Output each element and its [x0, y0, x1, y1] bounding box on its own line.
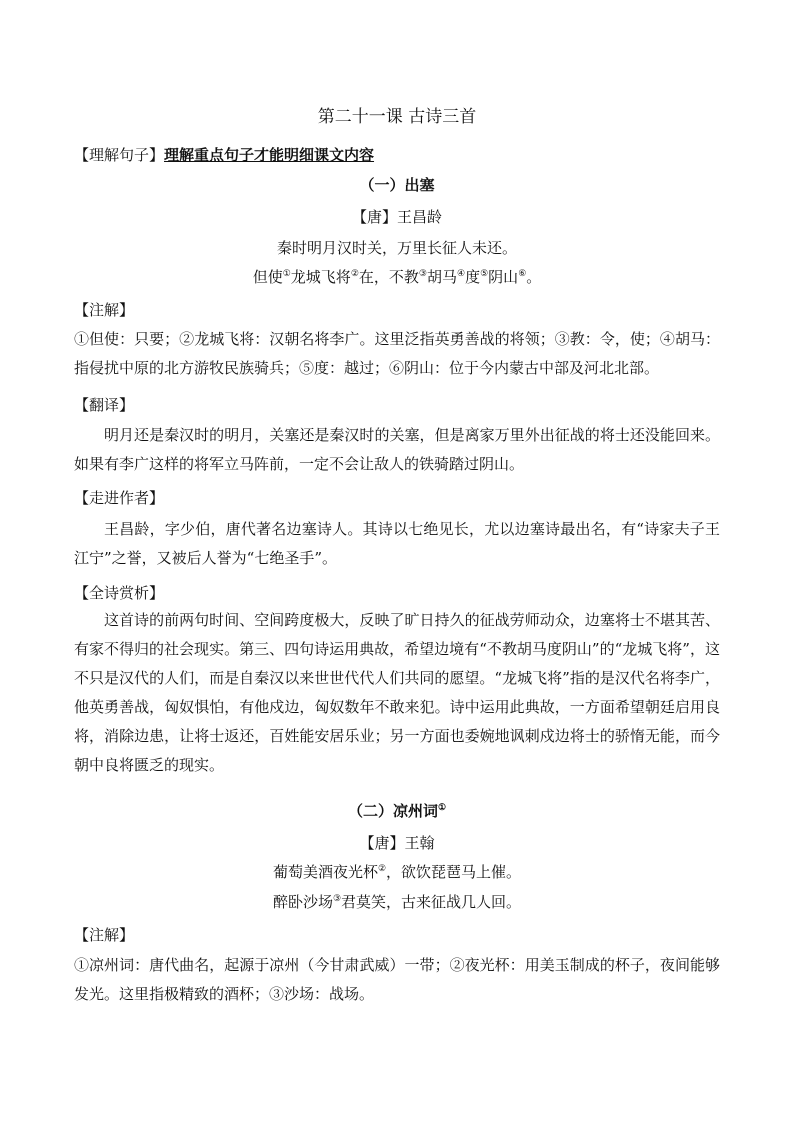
- poem2-notes-heading: 【注解】: [74, 926, 135, 944]
- poem2-notes: ①凉州词：唐代曲名，起源于凉州（今甘肃武威）一带；②夜光杯：用美玉制成的杯子，夜间能够发光。这里指极精致的酒杯；③沙场：战场。: [74, 956, 720, 1003]
- footnote-mark: ①: [282, 269, 291, 279]
- poem1-line1: 秦时明月汉时关，万里长征人未还。: [276, 239, 517, 257]
- footnote-mark: ②: [350, 269, 359, 279]
- footnote-mark: ⑥: [518, 269, 527, 279]
- footnote-mark: ⑤: [480, 269, 489, 279]
- poem1-notes-heading: 【注解】: [74, 301, 135, 319]
- poem1-line2-text: 龙城飞将: [290, 268, 351, 286]
- poem2-author: 【唐】王翰: [359, 834, 435, 852]
- poem1-analysis-heading: 【全诗赏析】: [74, 584, 165, 602]
- poem2-line2-text: 君莫笑，古来征战几人回。: [341, 893, 522, 911]
- poem1-title: （一）出塞: [359, 176, 435, 194]
- lesson-title: 第二十一课 古诗三首: [317, 107, 477, 127]
- section-intro-text: 理解重点句子才能明细课文内容: [164, 146, 375, 164]
- poem1-author-text: 王昌龄，字少伯，唐代著名边塞诗人。其诗以七绝见长，尤以边塞诗最出名，有“诗家夫子王江宁”之誉，又被后人誉为“七绝圣手”。: [74, 520, 720, 567]
- footnote-mark: ①: [437, 803, 447, 813]
- footnote-mark: ②: [377, 864, 387, 874]
- poem1-author: 【唐】王昌龄: [351, 208, 442, 226]
- poem1-analysis: 这首诗的前两句时间、空间跨度极大，反映了旷日持久的征战劳师动众，边塞将士不堪其苦、有家不得归的社会现实。第三、四句诗运用典故，希望边境有“不教胡马度阴山”的“龙城飞将”，这不只是汉代的人们，而是自秦汉以来世世代代人们共同的愿望。“龙城飞将”指的是汉代名将李广，他英勇善战，匈奴惧怕，有他戍边，匈奴数年不敢来犯。诗中运用此典故，一方面希望朝廷启用良将，消除边患，让将士返还，百姓能安居乐业；另一方面也委婉地讽刺戍边将士的骄惰无能，而今朝中良将匮乏的现实。: [74, 611, 720, 774]
- section-intro-tag: 【理解句子】: [74, 146, 165, 164]
- poem2-line1: [0, 861, 794, 883]
- poem1-line2-text: 胡马: [426, 268, 457, 286]
- poem1-line2-text: 度: [465, 268, 481, 286]
- poem1-line2-text: 阴山: [488, 268, 519, 286]
- section-intro: [74, 144, 374, 166]
- poem1-translation-heading: 【翻译】: [74, 396, 135, 414]
- poem2-line2: [0, 891, 794, 913]
- poem2-line1-text: 葡萄美酒夜光杯: [272, 863, 378, 881]
- footnote-mark: ③: [332, 894, 342, 904]
- footnote-mark: ④: [457, 269, 466, 279]
- poem1-notes: ①但使：只要；②龙城飞将：汉朝名将李广。这里泛指英勇善战的将领；③教：令，使；④胡马：指侵扰中原的北方游牧民族骑兵；⑤度：越过；⑥阴山：位于今内蒙古中部及河北北部。: [74, 330, 720, 377]
- poem1-line2-text: 在，不教: [358, 268, 419, 286]
- poem1-line2-text: 。: [526, 268, 542, 286]
- poem1-line2-text: 但使: [252, 268, 283, 286]
- poem2-line1-text: ，欲饮琵琶马上催。: [386, 863, 522, 881]
- poem1-translation: 明月还是秦汉时的明月，关塞还是秦汉时的关塞，但是离家万里外出征战的将士还没能回来。如果有李广这样的将军立马阵前，一定不会让敌人的铁骑踏过阴山。: [74, 426, 720, 473]
- footnote-mark: ③: [418, 269, 427, 279]
- poem2-title: [0, 800, 794, 822]
- poem2-title-text: （二）凉州词: [347, 802, 438, 820]
- poem2-line2-text: 醉卧沙场: [272, 893, 333, 911]
- poem1-author-heading: 【走进作者】: [74, 489, 165, 507]
- poem1-line2: [0, 266, 794, 288]
